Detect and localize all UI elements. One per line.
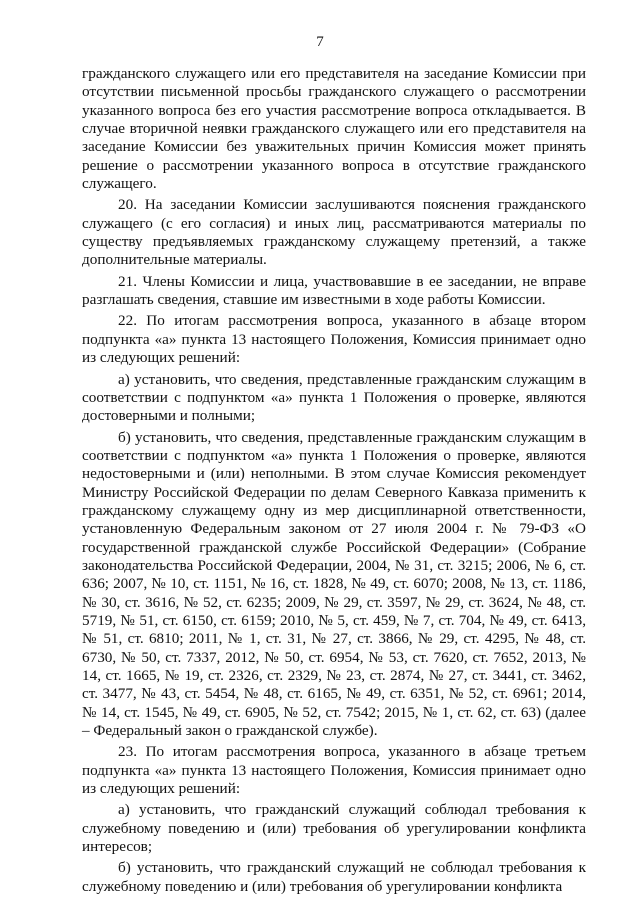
paragraph-item-21: 21. Члены Комиссии и лица, участвовавшие в ее заседании, не вправе разглашать сведения, ставшие им известными в ходе работы Комиссии. [82, 272, 586, 309]
document-body [82, 65, 586, 896]
paragraph-item-20: 20. На заседании Комиссии заслушиваются пояснения гражданского служащего (с его согласия) и иных лиц, рассматриваются материалы по существу предъявляемых гражданскому служащему претензий, а также дополнительные материалы. [82, 196, 586, 269]
paragraph-item-23: 23. По итогам рассмотрения вопроса, указанного в абзаце третьем подпункта «а» пункта 13 настоящего Положения, Комиссия принимает одно из следующих решений: [82, 743, 586, 798]
paragraph-item-23-a: а) установить, что гражданский служащий соблюдал требования к служебному поведению и (или) требования об урегулировании конфликта интересов; [82, 801, 586, 856]
paragraph-item-23-b: б) установить, что гражданский служащий не соблюдал требования к служебному поведению и (или) требования об урегулировании конфликта [82, 859, 586, 895]
paragraph-item-22: 22. По итогам рассмотрения вопроса, указанного в абзаце втором подпункта «а» пункта 13 настоящего Положения, Комиссия принимает одно из следующих решений: [82, 312, 586, 367]
page-number: 7 [316, 34, 324, 50]
paragraph-item-22-b: б) установить, что сведения, представленные гражданским служащим в соответствии с подпунктом «а» пункта 1 Положения о проверке, являются недостоверными и (или) неполными. В этом случае Комиссия рекомендует Министру Российской Федерации по делам Северного Кавказа применить к гражданскому служащему одну из мер дисциплинарной ответственности, установленную Федеральным законом от 27 июля 2004 г. № 79-ФЗ «О государственной гражданской службе Российской Федерации» (Собрание законодательства Российской Федерации, 2004, № 31, ст. 3215; 2006, № 6, ст. 636; 2007, № 10, ст. 1151, № 16, ст. 1828, № 49, ст. 6070; 2008, № 13, ст. 1186, № 30, ст. 3616, № 52, ст. 6235; 2009, № 29, ст. 3597, № 29, ст. 3624, № 48, ст. 5719, № 51, ст. 6150, ст. 6159; 2010, № 5, ст. 459, № 7, ст. 704, № 49, ст. 6413, № 51, ст. 6810; 2011, № 1, ст. 31, № 27, ст. 3866, № 29, ст. 4295, № 48, ст. 6730, № 50, ст. 7337, 2012, № 50, ст. 6954, № 53, ст. 7620, ст. 7652, 2013, № 14, ст. 1665, № 19, ст. 2326, ст. 2329, № 23, ст. 2874, № 27, ст. 3441, ст. 3462, ст. 3477, № 43, ст. 5454, № 48, ст. 6165, № 49, ст. 6351, № 52, ст. 6961; 2014, № 14, ст. 1545, № 49, ст. 6905, № 52, ст. 7542; 2015, № 1, ст. 62, ст. 63) (далее – Федеральный закон о гражданской службе). [82, 428, 586, 740]
paragraph-item-22-a: а) установить, что сведения, представленные гражданским служащим в соответствии с подпунктом «а» пункта 1 Положения о проверке, являются достоверными и полными; [82, 370, 586, 425]
paragraph-continuation: гражданского служащего или его представителя на заседание Комиссии при отсутствии письменной просьбы гражданского служащего о рассмотрении указанного вопроса без его участия рассмотрение вопроса откладывается. В случае вторичной неявки гражданского служащего или его представителя на заседание Комиссии без уважительных причин Комиссия может принять решение о рассмотрении указанного вопроса в отсутствие гражданского служащего. [82, 65, 586, 193]
